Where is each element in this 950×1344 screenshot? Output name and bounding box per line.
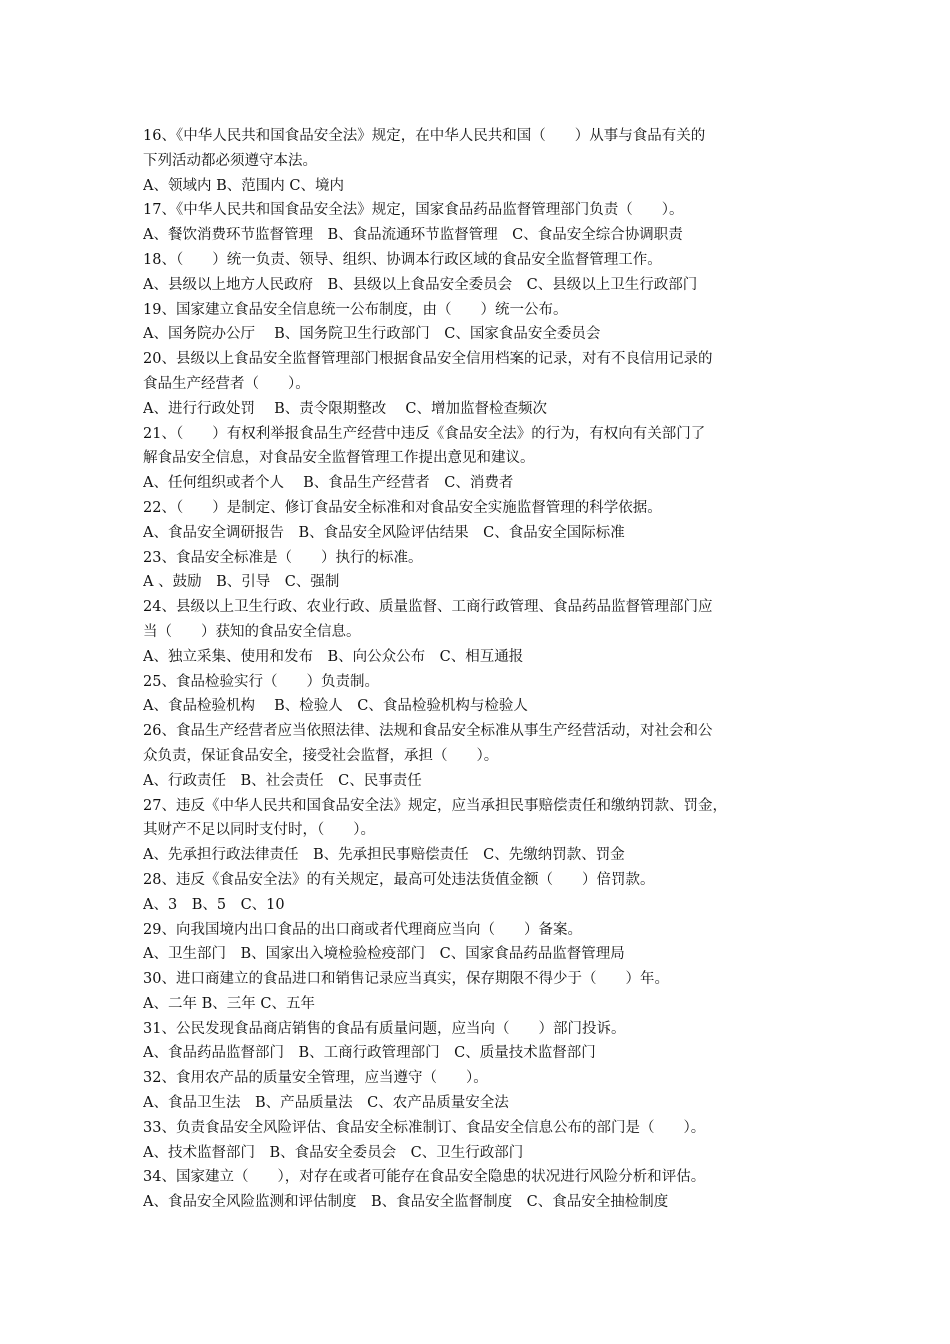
text-line: 17、《中华人民共和国食品安全法》规定，国家食品药品监督管理部门负责（ ）。 — [143, 202, 684, 219]
text-line: A、食品安全调研报告 B、食品安全风险评估结果 C、食品安全国际标准 — [143, 524, 625, 541]
text-line: 下列活动都必须遵守本法。 — [143, 152, 317, 169]
text-line: A、县级以上地方人民政府 B、县级以上食品安全委员会 C、县级以上卫生行政部门 — [143, 276, 698, 293]
text-line: 26、食品生产经营者应当依照法律、法规和食品安全标准从事生产经营活动，对社会和公 — [143, 723, 713, 740]
text-line: 众负责，保证食品安全，接受社会监督，承担（ ）。 — [143, 747, 499, 764]
text-line: 16、《中华人民共和国食品安全法》规定，在中华人民共和国（ ）从事与食品有关的 — [143, 128, 706, 144]
text-line: A、食品安全风险监测和评估制度 B、食品安全监督制度 C、食品安全抽检制度 — [143, 1194, 669, 1211]
text-line: 32、食用农产品的质量安全管理，应当遵守（ ）。 — [143, 1070, 488, 1087]
text-line: 34、国家建立（ ），对存在或者可能存在食品安全隐患的状况进行风险分析和评估。 — [143, 1169, 706, 1186]
text-line: 22、（ ）是制定、修订食品安全标准和对食品安全实施监督管理的科学依据。 — [143, 499, 662, 516]
text-line: A、食品检验机构 B、检验人 C、食品检验机构与检验人 — [143, 698, 528, 715]
text-line: 19、国家建立食品安全信息统一公布制度，由（ ）统一公布。 — [143, 301, 568, 318]
text-line: 24、县级以上卫生行政、农业行政、质量监督、工商行政管理、食品药品监督管理部门应 — [143, 599, 713, 616]
text-line: 31、公民发现食品商店销售的食品有质量问题，应当向（ ）部门投诉。 — [143, 1020, 626, 1037]
text-line: 21、（ ）有权利举报食品生产经营中违反《食品安全法》的行为，有权向有关部门了 — [143, 425, 706, 442]
text-line: A、卫生部门 B、国家出入境检验检疫部门 C、国家食品药品监督管理局 — [143, 946, 625, 963]
text-line: A、3 B、5 C、10 — [143, 896, 285, 913]
text-line: A、领域内 B、范围内 C、境内 — [143, 177, 344, 194]
text-line: 33、负责食品安全风险评估、食品安全标准制订、食品安全信息公布的部门是（ ）。 — [143, 1119, 706, 1136]
text-line: A、餐饮消费环节监督管理 B、食品流通环节监督管理 C、食品安全综合协调职责 — [143, 227, 683, 244]
text-line: A、先承担行政法律责任 B、先承担民事赔偿责任 C、先缴纳罚款、罚金 — [143, 847, 625, 864]
text-line: A、行政责任 B、社会责任 C、民事责任 — [143, 772, 422, 789]
text-line: A、进行行政处罚 B、责令限期整改 C、增加监督检查频次 — [143, 400, 547, 417]
text-line: A、国务院办公厅 B、国务院卫生行政部门 C、国家食品安全委员会 — [143, 326, 601, 343]
text-line: 解食品安全信息，对食品安全监督管理工作提出意见和建议。 — [143, 450, 535, 467]
text-line: A 、鼓励 B、引导 C、强制 — [143, 574, 340, 591]
text-line: A、技术监督部门 B、食品安全委员会 C、卫生行政部门 — [143, 1144, 524, 1161]
text-line: 其财产不足以同时支付时，（ ）。 — [143, 822, 375, 839]
text-line: A、二年 B、三年 C、五年 — [143, 995, 315, 1012]
text-line: A、任何组织或者个人 B、食品生产经营者 C、消费者 — [143, 475, 514, 492]
text-line: 30、进口商建立的食品进口和销售记录应当真实，保存期限不得少于（ ）年。 — [143, 971, 669, 988]
text-line: 23、食品安全标准是（ ）执行的标准。 — [143, 549, 423, 566]
text-line: A、食品药品监督部门 B、工商行政管理部门 C、质量技术监督部门 — [143, 1045, 596, 1062]
text-line: 27、违反《中华人民共和国食品安全法》规定，应当承担民事赔偿责任和缴纳罚款、罚金， — [143, 797, 727, 814]
document-body — [143, 124, 813, 1215]
text-line: 18、（ ）统一负责、领导、组织、协调本行政区域的食品安全监督管理工作。 — [143, 251, 662, 268]
text-line: 当（ ）获知的食品安全信息。 — [143, 623, 361, 640]
text-line: 食品生产经营者（ ）。 — [143, 375, 310, 392]
text-line: A、独立采集、使用和发布 B、向公众公布 C、相互通报 — [143, 648, 524, 665]
text-line: 28、违反《食品安全法》的有关规定，最高可处违法货值金额（ ）倍罚款。 — [143, 871, 655, 888]
text-line: 29、向我国境内出口食品的出口商或者代理商应当向（ ）备案。 — [143, 921, 582, 938]
text-line: 20、县级以上食品安全监督管理部门根据食品安全信用档案的记录，对有不良信用记录的 — [143, 351, 713, 368]
text-line: A、食品卫生法 B、产品质量法 C、农产品质量安全法 — [143, 1095, 509, 1112]
text-line: 25、食品检验实行（ ）负责制。 — [143, 673, 379, 690]
